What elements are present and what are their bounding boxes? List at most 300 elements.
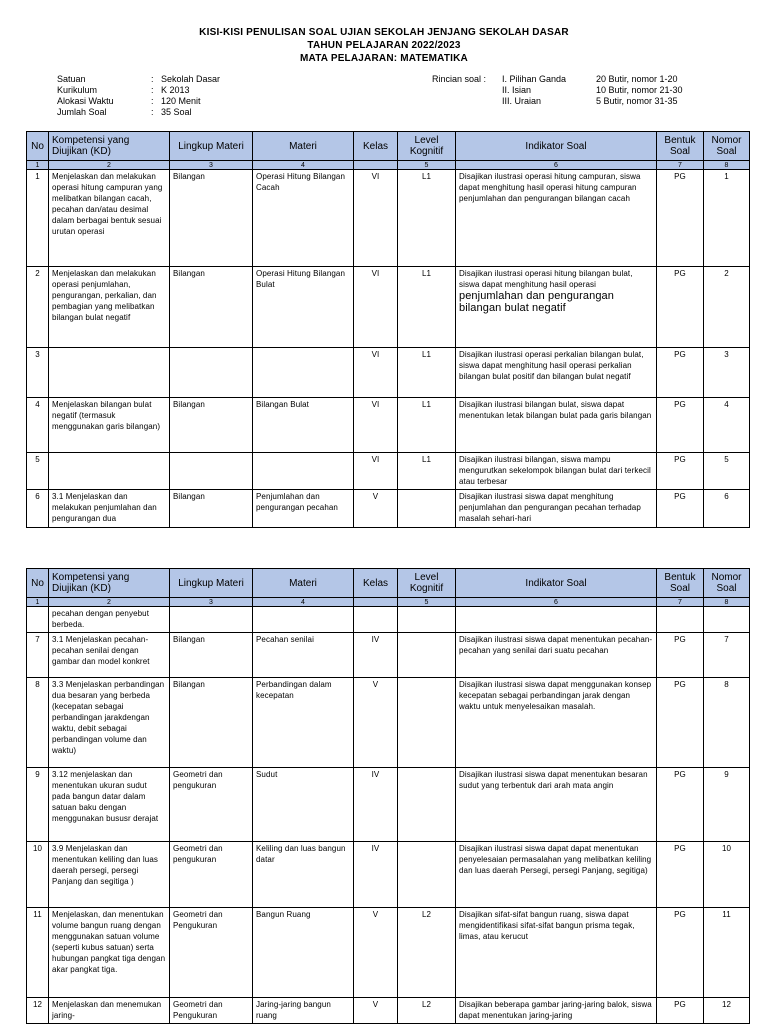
meta-row: [57, 85, 220, 96]
row-kd-text: 3.1 Menjelaskan dan melakukan penjumlahan dan pengurangan dua: [52, 492, 157, 523]
row-no: [27, 607, 49, 633]
col-level: Level Kognitif: [398, 132, 456, 161]
col-number: 6: [456, 598, 657, 607]
row-no: [27, 453, 49, 490]
table-row: [27, 842, 750, 908]
row-nomor: [704, 490, 750, 528]
row-no-text: 1: [35, 172, 40, 181]
row-materi: [253, 633, 354, 678]
row-level: [398, 490, 456, 528]
row-materi-text: Jaring-jaring bangun ruang: [256, 1000, 331, 1020]
meta-value: 120 Menit: [161, 96, 201, 106]
row-level: [398, 908, 456, 998]
row-kelas: [354, 842, 398, 908]
row-kd-text: Menjelaskan dan melakukan operasi penjumlahan, pengurangan, perkalian, dan pembagian yang melibatkan bilangan bulat negatif: [52, 269, 157, 322]
row-bentuk-text: PG: [674, 770, 686, 779]
table-row: [27, 768, 750, 842]
rincian-value: 20 Butir, nomor 1-20: [596, 74, 678, 84]
row-level-text: L2: [421, 1000, 432, 1009]
row-indikator-text: Disajikan ilustrasi siswa dapat menentukan besaran sudut yang terbentuk dari arah mata angin: [459, 770, 648, 790]
col-kelas: Kelas: [354, 132, 398, 161]
col-kelas: Kelas: [354, 569, 398, 598]
meta-sep: :: [151, 107, 154, 117]
row-materi-text: Penjumlahan dan pengurangan pecahan: [256, 492, 338, 512]
row-nomor-text: 5: [724, 455, 729, 464]
row-level-text: L1: [421, 400, 432, 409]
rincian-value: 5 Butir, nomor 31-35: [596, 96, 678, 106]
row-lingkup: [170, 633, 253, 678]
row-nomor: [704, 453, 750, 490]
row-kelas: [354, 348, 398, 398]
rincian-value: 10 Butir, nomor 21-30: [596, 85, 683, 95]
row-nomor: [704, 348, 750, 398]
row-kd: [49, 998, 170, 1024]
row-indikator: [456, 998, 657, 1024]
row-kd-text: Menjelaskan, dan menentukan volume bangun ruang dengan menggunakan satuan volume (seperti kubus satuan) serta hubungan pangkat tiga dengan akar pangkat tiga.: [52, 910, 166, 974]
row-level-text: L1: [421, 269, 432, 278]
meta-sep: :: [151, 96, 154, 106]
document-year: TAHUN PELAJARAN 2022/2023: [307, 40, 461, 51]
row-no-text: 2: [35, 269, 40, 278]
col-nomor: Nomor Soal: [704, 569, 750, 598]
row-bentuk-text: PG: [674, 172, 686, 181]
row-lingkup: [170, 267, 253, 348]
row-no-text: 10: [32, 844, 43, 853]
meta-row: [57, 107, 220, 118]
row-indikator: [456, 768, 657, 842]
row-lingkup-text: Bilangan: [173, 635, 205, 644]
col-indikator: Indikator Soal: [456, 569, 657, 598]
row-indikator-text: Disajikan ilustrasi operasi hitung bilangan bulat, siswa dapat menghitung hasil operasi: [459, 269, 633, 289]
row-level: [398, 678, 456, 768]
col-number: 1: [27, 161, 49, 170]
row-level-text: L1: [421, 350, 432, 359]
row-kelas-text: VI: [371, 269, 380, 278]
col-number: 1: [27, 598, 49, 607]
row-indikator-text: Disajikan beberapa gambar jaring-jaring balok, siswa dapat menentukan jaring-jaring: [459, 1000, 652, 1020]
row-level-text: L2: [421, 910, 432, 919]
row-materi: [253, 678, 354, 768]
row-kd-text: 3.1 Menjelaskan pecahan-pecahan senilai dengan gambar dan model konkret: [52, 635, 150, 666]
row-kelas-text: V: [372, 910, 379, 919]
row-materi: [253, 842, 354, 908]
row-kelas-text: IV: [371, 770, 380, 779]
row-lingkup-text: Bilangan: [173, 400, 205, 409]
row-kelas: [354, 490, 398, 528]
rincian-row: [432, 74, 683, 85]
row-materi-text: Sudut: [256, 770, 278, 779]
row-no: [27, 170, 49, 267]
meta-info: [57, 74, 220, 118]
row-nomor: [704, 267, 750, 348]
row-indikator-text: Disajikan ilustrasi siswa dapat menentukan pecahan- pecahan yang senilai dari suatu pecahan: [459, 635, 653, 655]
row-kd: [49, 170, 170, 267]
row-bentuk: [657, 842, 704, 908]
row-level: [398, 842, 456, 908]
col-no: No: [27, 569, 49, 598]
row-indikator-text: Disajikan ilustrasi operasi hitung campuran, siswa dapat menghitung hasil operasi hitung campuran penjumlahan dan pengurangan bilangan cacah: [459, 172, 641, 203]
row-kd: [49, 607, 170, 633]
row-materi: [253, 908, 354, 998]
row-kd-text: 3.3 Menjelaskan perbandingan dua besaran yang berbeda (kecepatan sebagai perbandingan jarakdengan waktu, debit sebagai perbandingan volume dan waktu): [52, 680, 165, 755]
col-number: 3: [170, 598, 253, 607]
row-kelas-text: V: [372, 492, 379, 501]
row-lingkup: [170, 768, 253, 842]
table-row: [27, 998, 750, 1024]
meta-value: K 2013: [161, 85, 190, 95]
row-nomor: [704, 842, 750, 908]
row-materi: [253, 348, 354, 398]
row-materi-text: Keliling dan luas bangun datar: [256, 844, 346, 864]
row-bentuk-text: PG: [674, 910, 686, 919]
kisi-table-2: [26, 568, 750, 1024]
col-number: 2: [49, 598, 170, 607]
meta-row: [57, 74, 220, 85]
row-lingkup-text: Geometri dan Pengukuran: [173, 910, 223, 930]
row-kelas-text: IV: [371, 635, 380, 644]
meta-sep: :: [151, 85, 154, 95]
row-materi-text: Bilangan Bulat: [256, 400, 309, 409]
col-lingkup: Lingkup Materi: [170, 569, 253, 598]
col-number: 8: [704, 161, 750, 170]
row-indikator-text: Disajikan ilustrasi siswa dapat dapat menentukan penyelesaian permasalahan yang melibatkan keliling dan luas daerah Persegi, persegi Panjang, segitiga): [459, 844, 652, 875]
row-nomor-text: 11: [722, 910, 731, 919]
row-bentuk: [657, 908, 704, 998]
row-no: [27, 908, 49, 998]
row-lingkup: [170, 348, 253, 398]
row-kd: [49, 398, 170, 453]
row-nomor-text: 2: [724, 269, 729, 278]
row-no-text: 11: [33, 910, 42, 919]
row-lingkup-text: Bilangan: [173, 172, 205, 181]
row-lingkup: [170, 398, 253, 453]
meta-sep: :: [151, 74, 154, 84]
row-bentuk: [657, 348, 704, 398]
row-nomor-text: 12: [721, 1000, 732, 1009]
document-subject: MATA PELAJARAN: MATEMATIKA: [300, 53, 468, 64]
row-materi: [253, 768, 354, 842]
row-nomor: [704, 678, 750, 768]
col-number: 4: [253, 161, 354, 170]
row-nomor: [704, 607, 750, 633]
table-row: [27, 170, 750, 267]
table-row: [27, 398, 750, 453]
row-kd: [49, 678, 170, 768]
col-bentuk: Bentuk Soal: [657, 569, 704, 598]
row-lingkup: [170, 678, 253, 768]
row-lingkup-text: Geometri dan pengukuran: [173, 844, 223, 864]
row-indikator: [456, 607, 657, 633]
row-no-text: 9: [35, 770, 40, 779]
col-number: [354, 161, 398, 170]
col-number: [354, 598, 398, 607]
row-kelas: [354, 398, 398, 453]
table-number-row: [27, 598, 750, 607]
row-materi: [253, 453, 354, 490]
meta-label: Satuan: [57, 74, 86, 84]
row-nomor-text: 6: [724, 492, 729, 501]
table-row: [27, 348, 750, 398]
row-kd-text: pecahan dengan penyebut berbeda.: [52, 609, 150, 629]
row-indikator: [456, 633, 657, 678]
row-materi-text: Pecahan senilai: [256, 635, 314, 644]
row-lingkup-text: Bilangan: [173, 492, 205, 501]
col-number: 8: [704, 598, 750, 607]
rincian-item: II. Isian: [502, 85, 532, 95]
row-kd: [49, 348, 170, 398]
table-row: [27, 453, 750, 490]
row-bentuk: [657, 490, 704, 528]
rincian-label: [432, 96, 502, 107]
row-indikator-text: Disajikan ilustrasi bilangan bulat, siswa dapat menentukan letak bilangan bulat pada garis bilangan: [459, 400, 652, 420]
row-nomor-text: 7: [724, 635, 729, 644]
table-header-row: [27, 132, 750, 161]
row-bentuk-text: PG: [674, 350, 686, 359]
row-kelas-text: VI: [371, 400, 380, 409]
row-bentuk: [657, 768, 704, 842]
row-kelas-text: VI: [371, 455, 380, 464]
row-lingkup: [170, 607, 253, 633]
col-no: No: [27, 132, 49, 161]
row-no-text: 8: [35, 680, 40, 689]
row-bentuk: [657, 678, 704, 768]
col-materi: Materi: [253, 569, 354, 598]
col-nomor: Nomor Soal: [704, 132, 750, 161]
rincian-label: [432, 85, 502, 96]
col-number: 4: [253, 598, 354, 607]
row-no-text: 6: [35, 492, 40, 501]
row-bentuk: [657, 398, 704, 453]
col-indikator: Indikator Soal: [456, 132, 657, 161]
row-kelas-text: VI: [371, 350, 380, 359]
row-nomor-text: 8: [724, 680, 729, 689]
row-bentuk-text: PG: [674, 635, 686, 644]
table-row: [27, 607, 750, 633]
row-kelas: [354, 633, 398, 678]
row-no-text: 4: [35, 400, 40, 409]
row-no: [27, 348, 49, 398]
col-kd: Kompetensi yang Diujikan (KD): [49, 132, 170, 161]
row-no: [27, 267, 49, 348]
row-materi: [253, 998, 354, 1024]
row-level-text: L1: [421, 172, 432, 181]
col-number: 3: [170, 161, 253, 170]
row-nomor-text: 1: [724, 172, 729, 181]
meta-row: [57, 96, 220, 107]
row-kd-text: 3.12 menjelaskan dan menentukan ukuran sudut pada bangun datar dalam satuan baku dengan menggunakan bususr derajat: [52, 770, 159, 823]
row-lingkup: [170, 842, 253, 908]
row-kd: [49, 842, 170, 908]
row-indikator: [456, 170, 657, 267]
col-number: 5: [398, 598, 456, 607]
table-row: [27, 633, 750, 678]
row-lingkup-text: Bilangan: [173, 269, 205, 278]
kisi-table-1: [26, 131, 750, 528]
meta-label: Alokasi Waktu: [57, 96, 114, 106]
row-indikator: [456, 842, 657, 908]
row-no: [27, 398, 49, 453]
row-bentuk-text: PG: [674, 680, 686, 689]
row-level: [398, 768, 456, 842]
row-kelas: [354, 768, 398, 842]
row-level: [398, 267, 456, 348]
row-nomor: [704, 398, 750, 453]
row-kelas: [354, 908, 398, 998]
row-bentuk: [657, 267, 704, 348]
row-nomor: [704, 908, 750, 998]
row-level: [398, 453, 456, 490]
row-indikator: [456, 490, 657, 528]
row-bentuk-text: PG: [674, 1000, 686, 1009]
row-kd-text: 3.9 Menjelaskan dan menentukan keliling dan luas daerah persegi, persegi Panjang dan segitiga ): [52, 844, 158, 886]
rincian-item: III. Uraian: [502, 96, 542, 106]
table-header-row: [27, 569, 750, 598]
col-kd: Kompetensi yang Diujikan (KD): [49, 569, 170, 598]
row-bentuk-text: PG: [674, 455, 686, 464]
row-no: [27, 842, 49, 908]
row-kd-text: Menjelaskan dan melakukan operasi hitung campuran yang melibatkan bilangan cacah, pecahan dan/atau desimal dalam berbagai bentuk sesuai urutan operasi: [52, 172, 163, 236]
col-lingkup: Lingkup Materi: [170, 132, 253, 161]
rincian-label: Rincian soal :: [432, 74, 487, 84]
row-bentuk: [657, 453, 704, 490]
row-level: [398, 633, 456, 678]
col-number: 5: [398, 161, 456, 170]
row-bentuk: [657, 607, 704, 633]
rincian-soal: [432, 74, 683, 107]
row-materi-text: Bangun Ruang: [256, 910, 311, 919]
row-materi: [253, 398, 354, 453]
meta-label: Kurikulum: [57, 85, 98, 95]
row-kelas: [354, 170, 398, 267]
row-lingkup-text: Bilangan: [173, 680, 205, 689]
row-materi: [253, 490, 354, 528]
row-kelas-text: V: [372, 1000, 379, 1009]
row-lingkup: [170, 170, 253, 267]
row-kd: [49, 908, 170, 998]
document-header: [0, 26, 768, 65]
row-kd: [49, 768, 170, 842]
document-title: KISI-KISI PENULISAN SOAL UJIAN SEKOLAH JENJANG SEKOLAH DASAR: [199, 27, 569, 38]
row-nomor: [704, 998, 750, 1024]
col-materi: Materi: [253, 132, 354, 161]
table-row: [27, 908, 750, 998]
table-row: [27, 267, 750, 348]
row-lingkup: [170, 490, 253, 528]
row-no: [27, 998, 49, 1024]
row-kelas: [354, 998, 398, 1024]
row-indikator: [456, 267, 657, 348]
row-materi-text: Operasi Hitung Bilangan Cacah: [256, 172, 346, 192]
row-indikator: [456, 678, 657, 768]
row-nomor: [704, 170, 750, 267]
row-materi: [253, 267, 354, 348]
row-kelas-text: VI: [371, 172, 380, 181]
meta-value: Sekolah Dasar: [161, 74, 221, 84]
row-indikator: [456, 453, 657, 490]
row-level: [398, 348, 456, 398]
row-bentuk-text: PG: [674, 492, 686, 501]
meta-label: Jumlah Soal: [57, 107, 107, 117]
col-number: 7: [657, 161, 704, 170]
row-lingkup-text: Geometri dan pengukuran: [173, 770, 223, 790]
row-bentuk: [657, 170, 704, 267]
row-no: [27, 678, 49, 768]
row-no: [27, 633, 49, 678]
row-materi-text: Perbandingan dalam kecepatan: [256, 680, 332, 700]
rincian-row: [432, 96, 683, 107]
row-indikator: [456, 398, 657, 453]
row-kd: [49, 453, 170, 490]
row-indikator: [456, 348, 657, 398]
row-lingkup: [170, 453, 253, 490]
rincian-row: [432, 85, 683, 96]
row-kelas: [354, 453, 398, 490]
row-kd-text: Menjelaskan bilangan bulat negatif (termasuk menggunakan garis bilangan): [52, 400, 161, 431]
row-bentuk: [657, 633, 704, 678]
row-indikator: [456, 908, 657, 998]
row-kd: [49, 633, 170, 678]
col-number: 6: [456, 161, 657, 170]
row-no: [27, 768, 49, 842]
row-materi: [253, 170, 354, 267]
row-nomor-text: 9: [724, 770, 729, 779]
row-no: [27, 490, 49, 528]
col-number: 2: [49, 161, 170, 170]
row-kelas: [354, 607, 398, 633]
row-lingkup: [170, 998, 253, 1024]
row-no-text: 3: [35, 350, 40, 359]
row-no-text: 7: [35, 635, 40, 644]
row-level: [398, 998, 456, 1024]
row-kelas: [354, 267, 398, 348]
row-nomor: [704, 633, 750, 678]
row-bentuk-text: PG: [674, 269, 686, 278]
table-row: [27, 678, 750, 768]
row-kd-text: Menjelaskan dan menemukan jaring-: [52, 1000, 162, 1020]
row-kd: [49, 267, 170, 348]
row-materi-text: Operasi Hitung Bilangan Bulat: [256, 269, 346, 289]
row-indikator-emphasis: penjumlahan dan pengurangan bilangan bulat negatif: [459, 290, 614, 314]
row-lingkup-text: Geometri dan Pengukuran: [173, 1000, 223, 1020]
row-nomor-text: 4: [724, 400, 729, 409]
row-indikator-text: Disajikan ilustrasi siswa dapat menggunakan konsep kecepatan sebagai perbandingan jarak dengan waktu untuk menyelesaikan masalah.: [459, 680, 652, 711]
row-kelas-text: V: [372, 680, 379, 689]
row-nomor: [704, 768, 750, 842]
table-row: [27, 490, 750, 528]
row-lingkup: [170, 908, 253, 998]
rincian-item: I. Pilihan Ganda: [502, 74, 567, 84]
row-level: [398, 398, 456, 453]
row-kelas: [354, 678, 398, 768]
row-bentuk: [657, 998, 704, 1024]
col-level: Level Kognitif: [398, 569, 456, 598]
col-number: 7: [657, 598, 704, 607]
row-bentuk-text: PG: [674, 844, 686, 853]
row-indikator-text: Disajikan ilustrasi operasi perkalian bilangan bulat, siswa dapat menghitung hasil operasi perkalian bilangan bulat positif dan bilangan bulat negatif: [459, 350, 644, 381]
row-materi: [253, 607, 354, 633]
row-no-text: 5: [35, 455, 40, 464]
row-kelas-text: IV: [371, 844, 380, 853]
row-kd: [49, 490, 170, 528]
row-bentuk-text: PG: [674, 400, 686, 409]
row-indikator-text: Disajikan ilustrasi siswa dapat menghitung penjumlahan dan pengurangan pecahan terhadap masalah sehari-hari: [459, 492, 641, 523]
row-nomor-text: 3: [724, 350, 729, 359]
col-bentuk: Bentuk Soal: [657, 132, 704, 161]
row-indikator-text: Disajikan ilustrasi bilangan, siswa mampu mengurutkan sekelompok bilangan bulat dari terkecil atau terbesar: [459, 455, 651, 486]
row-level: [398, 170, 456, 267]
row-level-text: L1: [421, 455, 432, 464]
row-level: [398, 607, 456, 633]
